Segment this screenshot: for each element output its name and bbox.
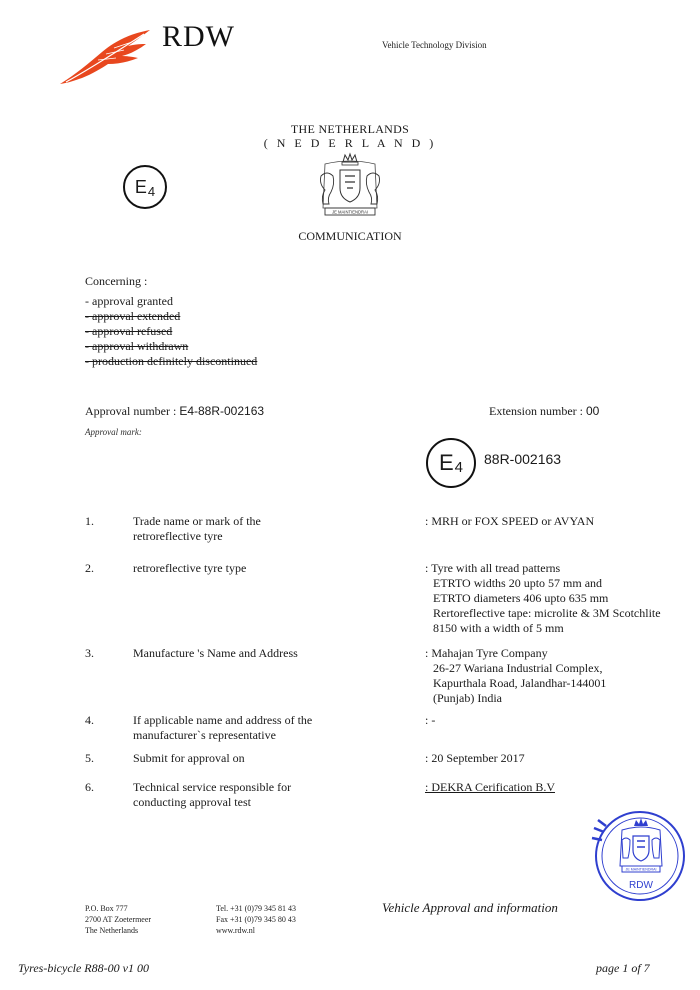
approval-mark-number: 88R-002163 xyxy=(484,451,562,467)
item-6-value: : DEKRA Cerification B.V xyxy=(425,780,555,794)
approval-mark-label: Approval mark: xyxy=(85,427,142,437)
item-3-value-line: : Mahajan Tyre Company xyxy=(425,646,548,660)
contact-phone-line: Fax +31 (0)79 345 80 43 xyxy=(216,915,296,924)
e4-emblem-letter: E xyxy=(134,176,147,197)
approval-number-value: E4-88R-002163 xyxy=(179,404,265,418)
contact-website: www.rdw.nl xyxy=(216,926,255,935)
approval-mark-emblem xyxy=(426,438,476,488)
contact-address-line: 2700 AT Zoetermeer xyxy=(85,915,152,924)
rdw-logo-feather-icon xyxy=(58,22,158,92)
extension-number-label: Extension number : xyxy=(489,404,586,418)
contact-address-line: P.O. Box 777 xyxy=(85,904,128,913)
item-5-value: : 20 September 2017 xyxy=(425,751,525,765)
option-approval-extended: - approval extended xyxy=(85,309,181,323)
item-4-value: : - xyxy=(425,713,436,727)
item-1-number: 1. xyxy=(85,514,94,528)
coat-of-arms-icon xyxy=(307,152,393,220)
concerning-label: Concerning : xyxy=(85,274,148,288)
document-title: COMMUNICATION xyxy=(298,229,402,243)
item-2-value-line: ETRTO widths 20 upto 57 mm and xyxy=(433,576,603,590)
item-5-number: 5. xyxy=(85,751,94,765)
option-approval-granted: - approval granted xyxy=(85,294,173,308)
contact-phone xyxy=(216,903,296,936)
item-2-value-line: Rertoreflective tape: microlite & 3M Scotchlite xyxy=(433,606,661,620)
approval-number xyxy=(85,404,264,419)
extension-number xyxy=(489,404,599,419)
item-2-value-line: : Tyre with all tread patterns xyxy=(425,561,561,575)
option-production-discontinued: - production definitely discontinued xyxy=(85,354,258,368)
rdw-stamp-icon xyxy=(588,806,688,906)
vehicle-approval-tagline: Vehicle Approval and information xyxy=(382,900,558,915)
item-5-label: Submit for approval on xyxy=(133,751,245,765)
item-2-value-line: 8150 with a width of 5 mm xyxy=(433,621,564,635)
extension-number-value: 00 xyxy=(585,404,600,418)
item-3-value xyxy=(425,646,665,706)
item-3-label: Manufacture 's Name and Address xyxy=(133,646,298,660)
option-approval-refused: - approval refused xyxy=(85,324,173,338)
stamp-motto: JE MAINTIENDRAI xyxy=(625,867,657,872)
country-native-name: ( N E D E R L A N D ) xyxy=(263,136,437,150)
item-4-number: 4. xyxy=(85,713,94,727)
coat-of-arms-motto: JE MAINTIENDRAI xyxy=(331,209,369,215)
brand-name: RDW xyxy=(162,20,235,53)
item-4-label: If applicable name and address of the manufacturer`s representative xyxy=(133,713,313,742)
item-6-number: 6. xyxy=(85,780,94,794)
stamp-text: RDW xyxy=(629,880,653,891)
approval-mark-letter: E xyxy=(438,450,454,475)
option-approval-withdrawn: - approval withdrawn xyxy=(85,339,189,353)
item-2-value-line: ETRTO diameters 406 upto 635 mm xyxy=(433,591,609,605)
item-2-number: 2. xyxy=(85,561,94,575)
item-6-label: Technical service responsible for conducting approval test xyxy=(133,780,292,809)
item-3-number: 3. xyxy=(85,646,94,660)
division-name: Vehicle Technology Division xyxy=(382,40,487,50)
item-2-label: retroreflective tyre type xyxy=(133,561,247,575)
contact-phone-line: Tel. +31 (0)79 345 81 43 xyxy=(216,904,296,913)
approval-mark-country: 4 xyxy=(454,458,464,476)
item-3-value-line: (Punjab) India xyxy=(433,691,502,705)
item-1-value: : MRH or FOX SPEED or AVYAN xyxy=(425,514,595,528)
country-name: THE NETHERLANDS xyxy=(290,122,410,136)
item-3-value-line: 26-27 Wariana Industrial Complex, xyxy=(433,661,603,675)
item-1-label: Trade name or mark of the retroreflective tyre xyxy=(133,514,261,543)
contact-address xyxy=(85,903,151,936)
contact-address-line: The Netherlands xyxy=(85,926,139,935)
approval-number-label: Approval number : xyxy=(85,404,180,418)
e4-emblem xyxy=(123,165,167,209)
item-3-value-line: Kapurthala Road, Jalandhar-144001 xyxy=(433,676,607,690)
footer-document-id: Tyres-bicycle R88-00 v1 00 xyxy=(18,961,149,975)
footer-page-number: page 1 of 7 xyxy=(596,961,650,975)
e4-emblem-number: 4 xyxy=(147,183,156,199)
item-2-value xyxy=(425,561,665,636)
